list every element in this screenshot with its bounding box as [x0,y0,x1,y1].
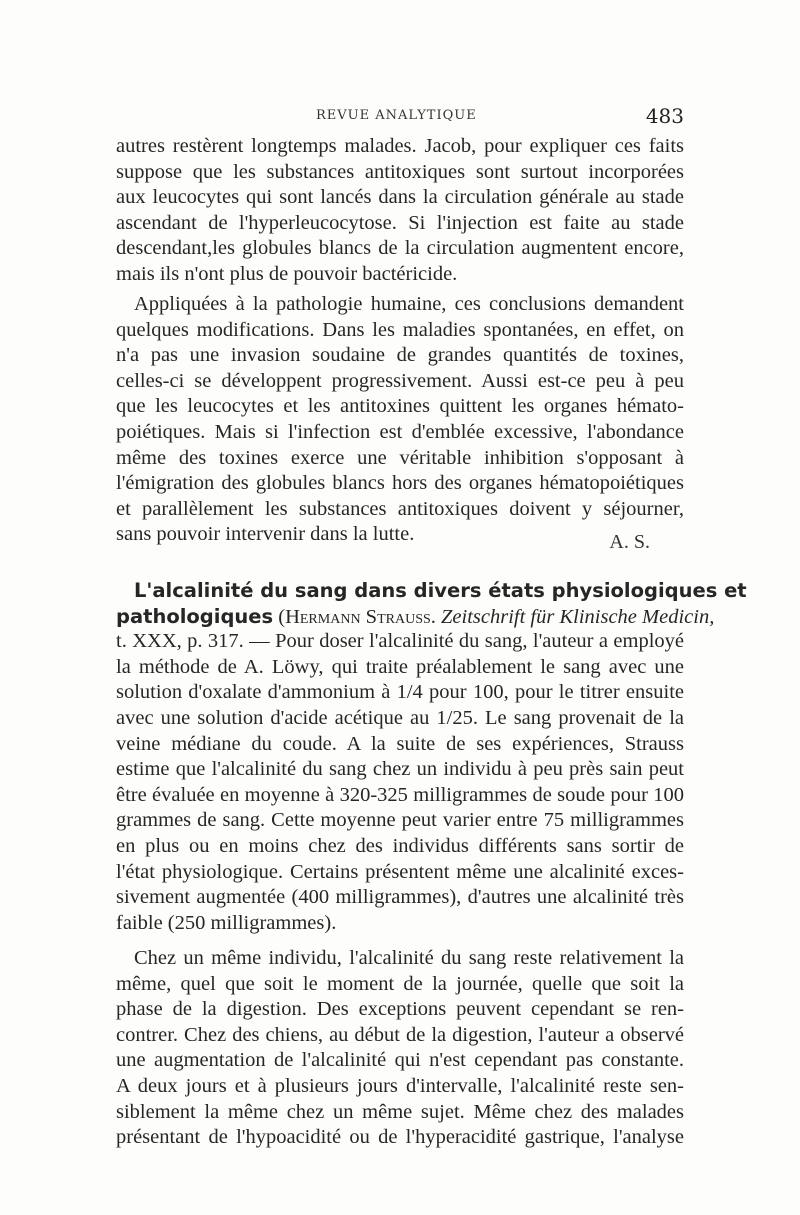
text-line: l'émigration des globules blancs hors des organes hématopoiétiques [116,472,684,495]
text-line: être évaluée en moyenne à 320-325 milligrammes de soude pour 100 [116,783,684,806]
text-line: faible (250 milligrammes). [116,911,337,934]
page-number: 483 [645,104,684,128]
text-line: grammes de sang. Cette moyenne peut varier entre 75 milligrammes [116,809,684,832]
author-signature: A. S. [609,531,650,553]
text-line: même des toxines exerce une véritable inhibition s'opposant à [116,446,684,469]
text-line: et parallèlement les substances antitoxiques doivent y séjourner, [116,497,684,520]
text-line: descendant,les globules blancs de la circulation augmentent encore, [116,237,684,260]
article-author: Hermann Strauss [285,605,431,628]
text-line: Appliquées à la pathologie humaine, ces conclusions demandent [134,293,684,315]
paragraph-pathology [116,292,684,548]
text-line: contrer. Chez des chiens, au début de la digestion, l'auteur a observé [116,1023,684,1046]
text-line: siblement la même chez un même sujet. Même chez des malades [116,1100,684,1123]
text-line: avec une solution d'acide acétique au 1/25. Le sang provenait de la [116,706,684,729]
running-head: REVUE ANALYTIQUE [316,108,477,123]
text-line: poiétiques. Mais si l'infection est d'emblée excessive, l'abondance [116,420,684,443]
text-line: A deux jours et à plusieurs jours d'intervalle, l'alcalinité reste sen- [116,1074,684,1097]
journal-name: Zeitschrift für Klinische Medicin, [441,605,715,628]
text-line: Chez un même individu, l'alcalinité du sang reste relativement la [134,947,684,969]
paragraph-continuation [116,134,684,288]
text-line: quelques modifications. Dans les maladies spontanées, en effet, on [116,318,684,341]
article-strauss [116,578,747,936]
text-line: ascendant de l'hyperleucocytose. Si l'injection est faite au stade [116,211,684,234]
article-title-continued: pathologiques [116,604,274,628]
text-line: mais ils n'ont plus de pouvoir bactéricide. [116,262,458,285]
text-line: celles-ci se développent progressivement. Aussi est-ce peu à peu [116,369,684,392]
article-title: L'alcalinité du sang dans divers états physiologiques et [134,579,747,602]
text-line: autres restèrent longtemps malades. Jacob, pour expliquer ces faits [116,135,684,157]
text-line: estime que l'alcalinité du sang chez un individu à peu près sain peut [116,758,684,781]
text-line: sans pouvoir intervenir dans la lutte. [116,523,415,546]
text-line: la méthode de A. Löwy, qui traite préalablement le sang avec une [116,655,684,678]
text-line: phase de la digestion. Des exceptions peuvent cependant se ren- [116,998,684,1021]
text-line: veine médiane du coude. A la suite de ses expériences, Strauss [116,732,684,755]
text-line: solution d'oxalate d'ammonium à 1/4 pour 100, pour le titrer ensuite [116,681,684,704]
text-line: l'état physiologique. Certains présentent même une alcalinité exces- [116,860,684,883]
text-line: suppose que les substances antitoxiques sont surtout incorporées [116,160,684,183]
paragraph-individual [116,946,684,1151]
text-line: une augmentation de l'alcalinité qui n'est cependant pas constante. [116,1049,684,1072]
text-line: en plus ou en moins chez des individus différents sans sortir de [116,834,684,857]
text-line: t. XXX, p. 317. — Pour doser l'alcalinité du sang, l'auteur a employé [116,630,684,653]
text-line: sivement augmentée (400 milligrammes), d'autres une alcalinité très [116,886,684,909]
page-header [116,104,684,132]
citation-paren: ( [278,605,286,628]
article-citation: pathologiques (Hermann Strauss. Zeitschrift für Klinische Medicin, [116,604,715,628]
text-line: n'a pas une invasion soudaine de grandes quantités de toxines, [116,344,684,367]
text-line: que les leucocytes et les antitoxines quittent les organes hémato- [116,395,684,418]
text-line: aux leucocytes qui sont lancés dans la circulation générale au stade [116,186,684,209]
text-line: présentant de l'hypoacidité ou de l'hyperacidité gastrique, l'analyse [116,1126,684,1149]
text-line: même, quel que soit le moment de la journée, quelle que soit la [116,972,684,995]
